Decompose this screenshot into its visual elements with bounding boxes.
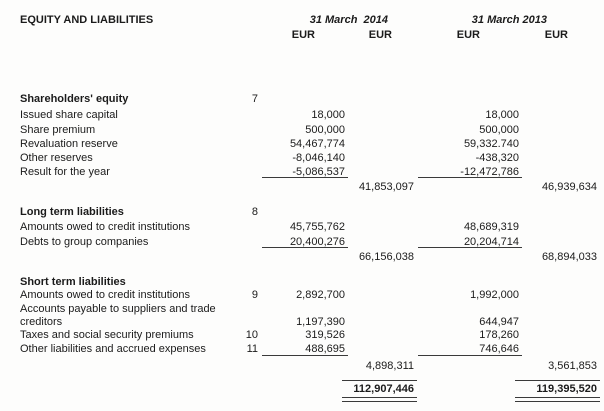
column-header-2013: 31 March 2013 xyxy=(471,14,547,26)
row-label: Revaluation reserve xyxy=(20,138,118,150)
section-title: Short term liabilities xyxy=(20,276,126,288)
table-row-accounts-payable-line1 xyxy=(0,303,604,316)
note-ref: 8 xyxy=(251,206,258,218)
sum-rule-2013 xyxy=(418,247,522,248)
grand-total-2013: 119,395,520 xyxy=(536,383,597,395)
currency-row xyxy=(0,29,604,42)
amount-2013: 48,689,319 xyxy=(463,221,519,233)
table-row-revaluation-reserve xyxy=(0,138,604,151)
grand-total-2014: 112,907,446 xyxy=(353,383,414,395)
amount-2014: -8,046,140 xyxy=(292,152,345,164)
table-row-share-premium xyxy=(0,124,604,137)
subtotal-2013: 46,939,634 xyxy=(541,181,597,193)
table-row-other-reserves xyxy=(0,152,604,165)
section-title: Long term liabilities xyxy=(20,206,124,218)
table-row-amounts-owed-credit-institutions-lt xyxy=(0,221,604,234)
row-label: Amounts owed to credit institutions xyxy=(20,221,190,233)
currency-label-2014-outer: EUR xyxy=(368,29,392,41)
amount-2014: 2,892,700 xyxy=(296,289,345,301)
row-label: Amounts owed to credit institutions xyxy=(20,289,190,301)
row-label: Taxes and social security premiums xyxy=(20,329,194,341)
row-label: Result for the year xyxy=(20,166,110,178)
sum-rule-2013 xyxy=(418,177,522,178)
total-double-rule-2013 xyxy=(515,397,600,402)
total-double-rule-2014 xyxy=(342,397,417,402)
section-header-shareholders-equity xyxy=(0,93,604,106)
note-ref: 9 xyxy=(251,289,258,301)
table-row-amounts-owed-credit-institutions-st xyxy=(0,289,604,302)
amount-2013: 59,332.740 xyxy=(463,138,519,150)
amount-2014: 18,000 xyxy=(311,109,345,121)
amount-2014: 45,755,762 xyxy=(289,221,345,233)
table-row-issued-share-capital xyxy=(0,109,604,122)
sum-rule-2013 xyxy=(418,355,522,356)
amount-2013: 178,260 xyxy=(479,329,519,341)
subtotal-2013: 68,894,033 xyxy=(541,251,597,263)
table-row-taxes-social-security xyxy=(0,329,604,342)
amount-2013: 644,947 xyxy=(479,316,519,328)
header-row xyxy=(0,14,604,27)
amount-2013: 746,646 xyxy=(479,343,519,355)
amount-2013: 20,204,714 xyxy=(463,236,519,248)
row-label: Other reserves xyxy=(20,152,93,164)
amount-2013: 18,000 xyxy=(485,109,519,121)
row-label: Share premium xyxy=(20,124,96,136)
row-label: Issued share capital xyxy=(20,109,118,121)
subtotal-2014: 41,853,097 xyxy=(358,181,414,193)
page-title: EQUITY AND LIABILITIES xyxy=(20,14,154,26)
amount-2014: 488,695 xyxy=(305,343,345,355)
row-label: creditors xyxy=(20,316,63,328)
note-ref: 7 xyxy=(251,93,258,105)
sum-rule-2014 xyxy=(262,177,348,178)
amount-2014: 500,000 xyxy=(305,124,345,136)
subtotal-row-shareholders-equity xyxy=(0,181,604,194)
sum-rule-2014 xyxy=(262,247,348,248)
section-header-short-term-liabilities xyxy=(0,276,604,289)
row-label: Debts to group companies xyxy=(20,236,149,248)
subtotal-row-short-term-liabilities xyxy=(0,360,604,373)
column-header-2014: 31 March 2014 xyxy=(309,14,388,26)
currency-label-2013-inner: EUR xyxy=(456,29,480,41)
subtotal-2013: 3,561,853 xyxy=(548,360,597,372)
amount-2014: -5,086,537 xyxy=(292,166,345,178)
row-label: Accounts payable to suppliers and trade xyxy=(20,303,216,315)
section-header-long-term-liabilities xyxy=(0,206,604,219)
currency-label-2013-outer: EUR xyxy=(544,29,568,41)
total-top-rule-2013 xyxy=(515,380,600,381)
amount-2014: 54,467,774 xyxy=(289,138,345,150)
subtotal-row-long-term-liabilities xyxy=(0,251,604,264)
row-label: Other liabilities and accrued expenses xyxy=(20,343,206,355)
note-ref: 11 xyxy=(246,343,258,355)
amount-2014: 319,526 xyxy=(305,329,345,341)
amount-2013: 500,000 xyxy=(479,124,519,136)
grand-total-row xyxy=(0,383,604,396)
table-row-accounts-payable-line2 xyxy=(0,316,604,329)
amount-2013: -438,320 xyxy=(475,152,519,164)
sum-rule-2014 xyxy=(262,355,348,356)
amount-2014: 1,197,390 xyxy=(296,316,345,328)
subtotal-2014: 4,898,311 xyxy=(365,360,414,372)
amount-2013: 1,992,000 xyxy=(470,289,519,301)
section-title: Shareholders' equity xyxy=(20,93,129,105)
amount-2013: -12,472,786 xyxy=(460,166,519,178)
subtotal-2014: 66,156,038 xyxy=(358,251,414,263)
total-top-rule-2014 xyxy=(342,380,417,381)
amount-2014: 20,400,276 xyxy=(289,236,345,248)
currency-label-2014-inner: EUR xyxy=(291,29,315,41)
note-ref: 10 xyxy=(245,329,258,341)
